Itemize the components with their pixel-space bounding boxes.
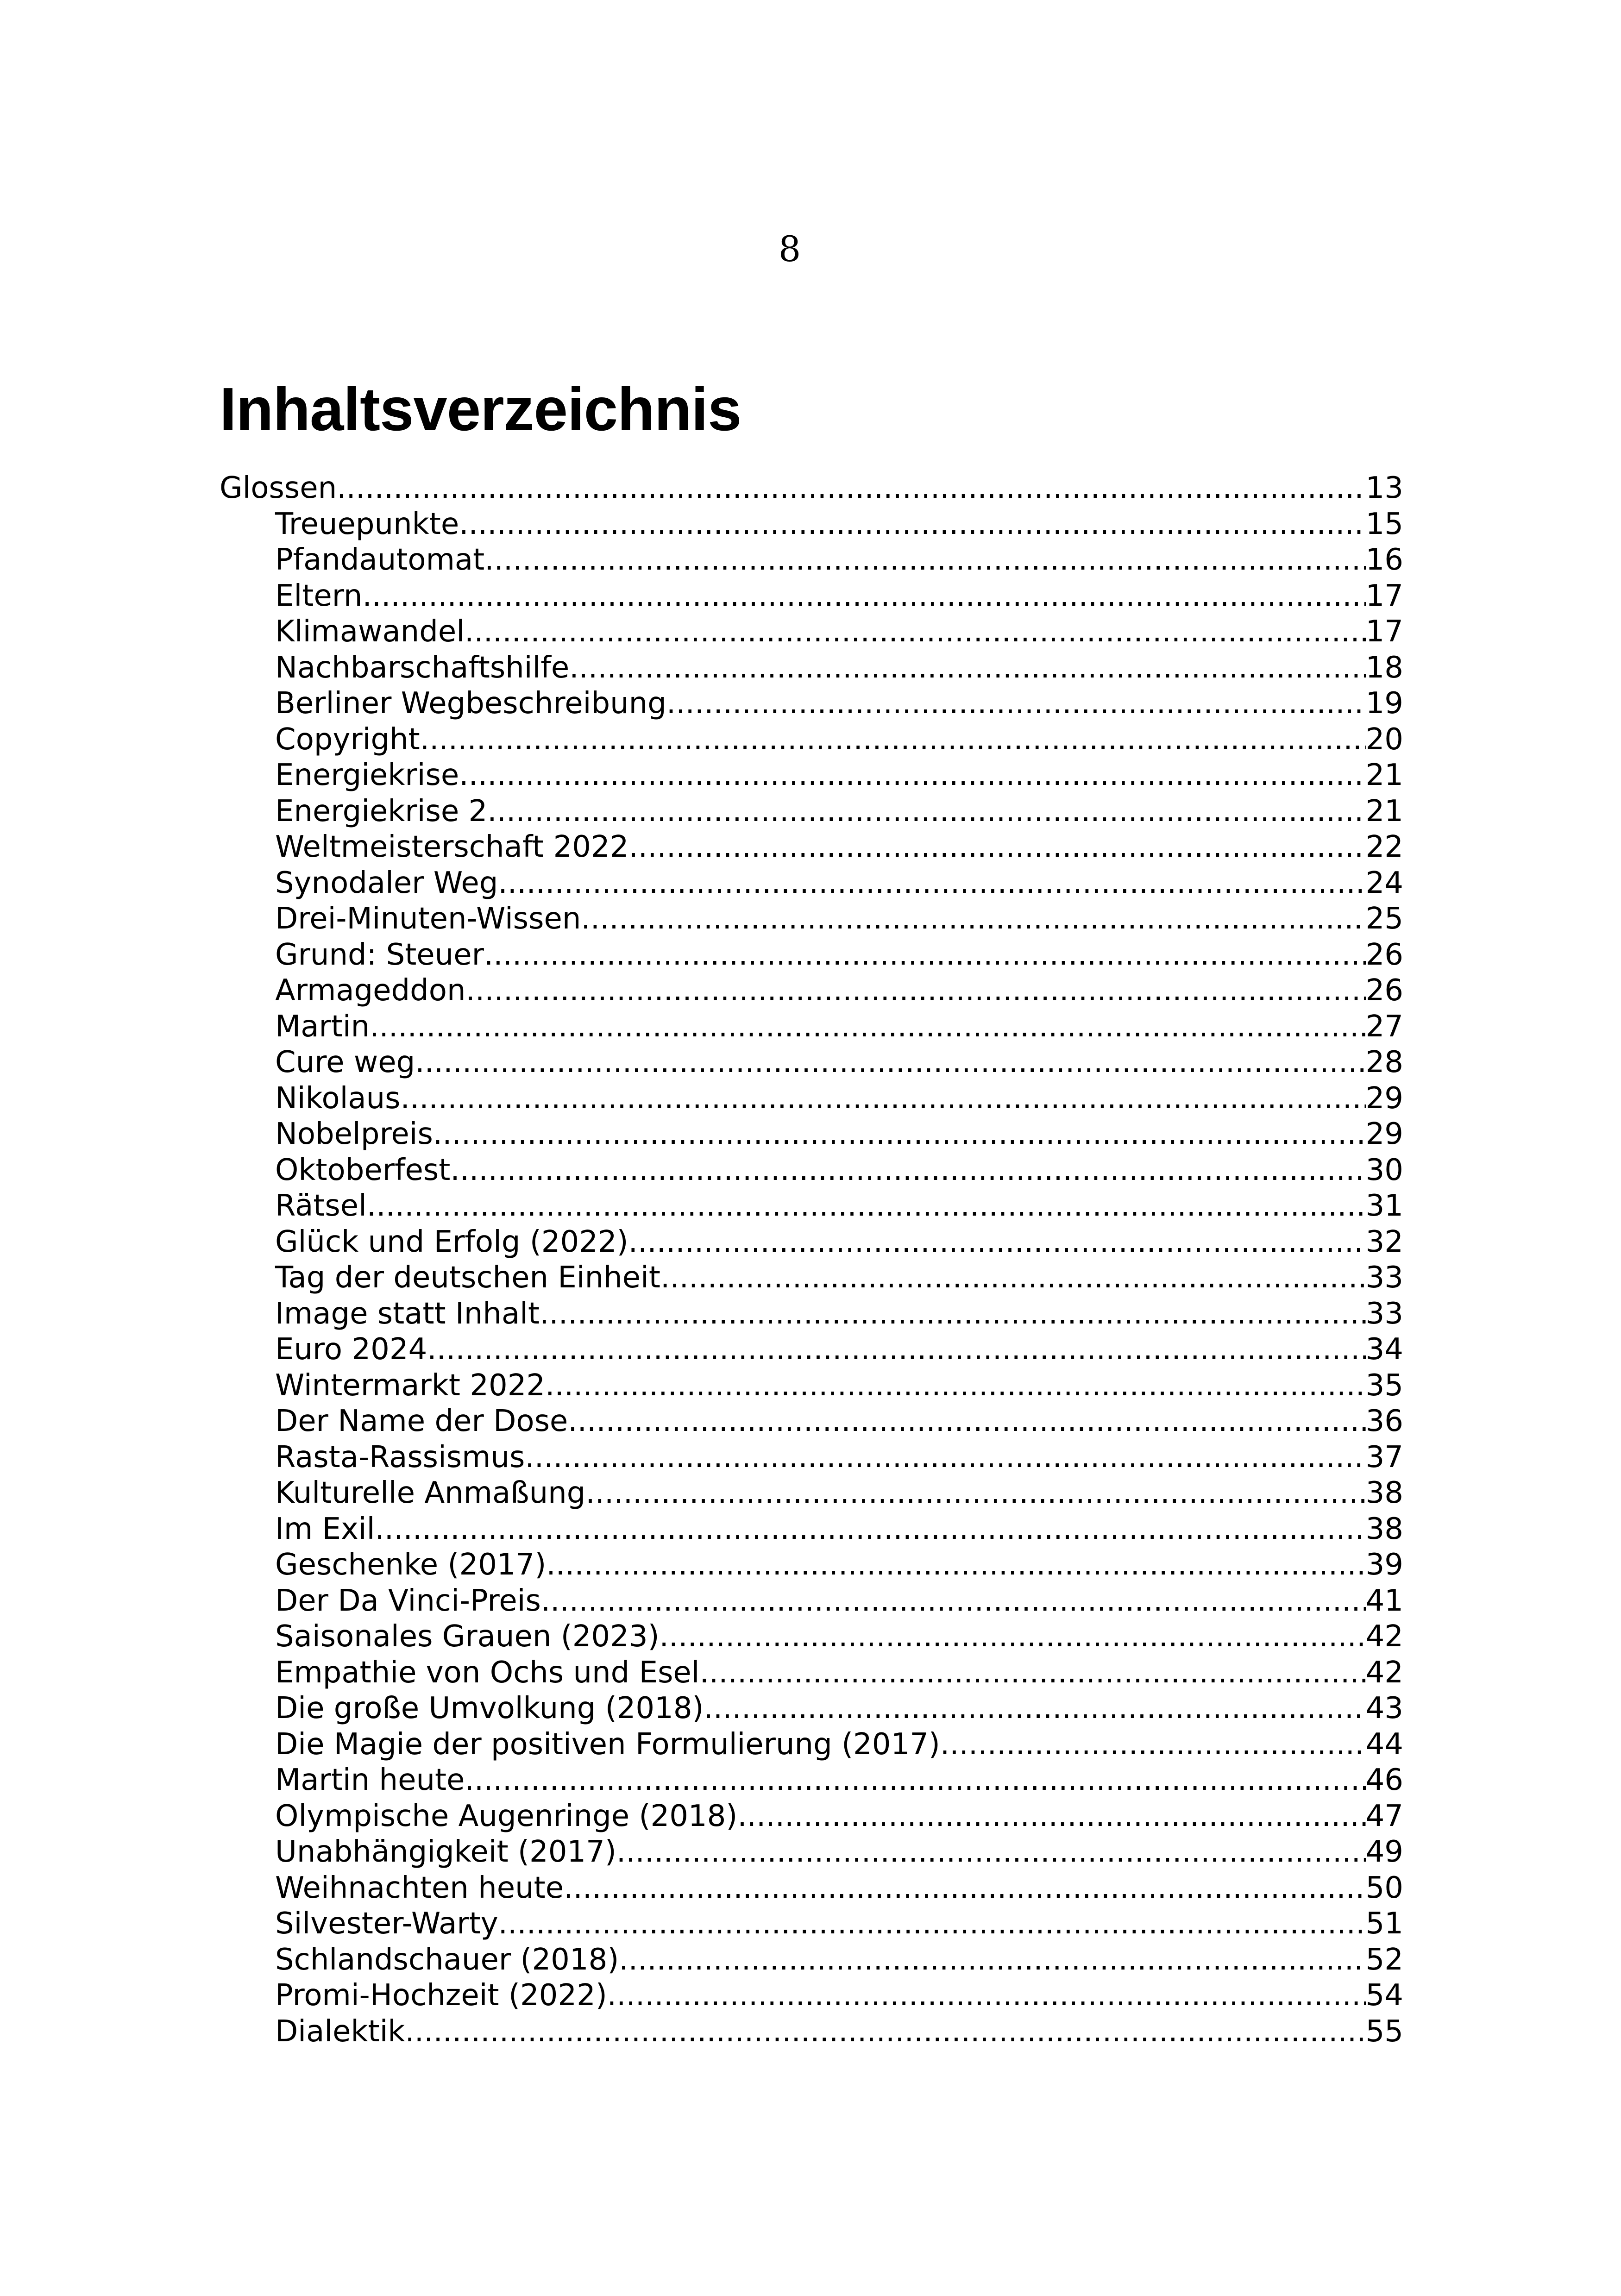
toc-entry-title: Wintermarkt 2022 xyxy=(275,1368,546,1403)
toc-dot-leader xyxy=(484,542,1365,578)
toc-entry-title: Copyright xyxy=(275,722,420,757)
toc-entry[interactable] xyxy=(220,1188,1403,1224)
toc-dot-leader xyxy=(540,1296,1366,1332)
toc-entry[interactable] xyxy=(220,2014,1403,2050)
toc-entry-title: Unabhängigkeit (2017) xyxy=(275,1835,616,1869)
toc-entry-title: Cure weg xyxy=(275,1045,415,1079)
toc-entry[interactable] xyxy=(220,650,1403,686)
toc-dot-leader xyxy=(405,2014,1365,2050)
toc-dot-leader xyxy=(704,1691,1366,1727)
toc-entry-page: 29 xyxy=(1365,1117,1403,1151)
toc-entry-page: 33 xyxy=(1365,1261,1403,1295)
toc-dot-leader xyxy=(415,1045,1365,1081)
toc-entry-title: Glossen xyxy=(220,471,337,505)
toc-dot-leader xyxy=(569,650,1365,686)
toc-dot-leader xyxy=(498,1906,1366,1942)
toc-entry[interactable] xyxy=(220,1368,1403,1404)
toc-entry-page: 26 xyxy=(1365,973,1403,1008)
toc-entry[interactable] xyxy=(220,1547,1403,1583)
toc-dot-leader xyxy=(420,722,1366,758)
toc-entry-page: 27 xyxy=(1365,1009,1403,1044)
toc-dot-leader xyxy=(628,829,1365,866)
toc-dot-leader xyxy=(433,1117,1366,1153)
toc-entry-title: Martin heute xyxy=(275,1763,465,1797)
toc-entry-title: Pfandautomat xyxy=(275,543,485,577)
toc-dot-leader xyxy=(337,470,1365,507)
toc-entry-title: Armageddon xyxy=(275,973,466,1008)
toc-entry[interactable] xyxy=(220,901,1403,937)
toc-dot-leader xyxy=(940,1727,1366,1763)
toc-entry[interactable] xyxy=(220,1260,1403,1296)
toc-dot-leader xyxy=(465,1763,1366,1799)
toc-entry-page: 25 xyxy=(1365,902,1403,936)
toc-entry-page: 13 xyxy=(1365,471,1403,505)
toc-entry-page: 30 xyxy=(1365,1153,1403,1187)
toc-entry[interactable] xyxy=(220,1978,1403,2014)
toc-entry-page: 38 xyxy=(1365,1476,1403,1510)
toc-dot-leader xyxy=(498,866,1365,902)
toc-entry-page: 49 xyxy=(1365,1835,1403,1869)
toc-entry-title: Saisonales Grauen (2023) xyxy=(275,1619,660,1654)
toc-entry-title: Tag der deutschen Einheit xyxy=(275,1261,660,1295)
toc-entry-title: Silvester-Warty xyxy=(275,1907,498,1941)
toc-entry-page: 37 xyxy=(1365,1440,1403,1474)
toc-entry-page: 19 xyxy=(1365,686,1403,721)
toc-entry-title: Nikolaus xyxy=(275,1081,401,1116)
toc-entry[interactable] xyxy=(220,1727,1403,1763)
table-of-contents xyxy=(220,470,1403,2050)
toc-entry-title: Klimawandel xyxy=(275,615,465,649)
toc-entry-page: 24 xyxy=(1365,866,1403,900)
toc-entry-page: 17 xyxy=(1365,578,1403,613)
toc-entry[interactable] xyxy=(220,866,1403,902)
toc-dot-leader xyxy=(370,1009,1365,1045)
toc-entry[interactable] xyxy=(220,614,1403,650)
toc-entry-title: Image statt Inhalt xyxy=(275,1296,540,1331)
toc-entry-page: 36 xyxy=(1365,1404,1403,1438)
toc-entry-page: 22 xyxy=(1365,830,1403,864)
toc-dot-leader xyxy=(459,507,1365,543)
toc-entry[interactable] xyxy=(220,1045,1403,1081)
toc-entry[interactable] xyxy=(220,1619,1403,1655)
toc-dot-leader xyxy=(525,1440,1365,1476)
toc-entry-page: 47 xyxy=(1365,1799,1403,1833)
toc-dot-leader xyxy=(616,1834,1366,1870)
toc-entry[interactable] xyxy=(220,1081,1403,1117)
toc-entry[interactable] xyxy=(220,722,1403,758)
toc-entry-page: 42 xyxy=(1365,1619,1403,1654)
toc-entry[interactable] xyxy=(220,1440,1403,1476)
toc-entry[interactable] xyxy=(220,578,1403,615)
toc-entry[interactable] xyxy=(220,1009,1403,1045)
toc-dot-leader xyxy=(487,794,1365,830)
toc-entry-page: 34 xyxy=(1365,1332,1403,1367)
toc-dot-leader xyxy=(628,1224,1366,1261)
toc-entry-page: 31 xyxy=(1365,1189,1403,1223)
toc-entry[interactable] xyxy=(220,1224,1403,1261)
toc-entry[interactable] xyxy=(220,1799,1403,1835)
toc-entry[interactable] xyxy=(220,1404,1403,1440)
toc-entry-page: 29 xyxy=(1365,1081,1403,1116)
toc-entry[interactable] xyxy=(220,1906,1403,1942)
toc-entry-title: Die Magie der positiven Formulierung (2017) xyxy=(275,1727,940,1762)
toc-entry-page: 18 xyxy=(1365,650,1403,685)
toc-entry[interactable] xyxy=(220,686,1403,722)
toc-dot-leader xyxy=(375,1512,1365,1548)
toc-entry-page: 21 xyxy=(1365,758,1403,792)
toc-entry-page: 46 xyxy=(1365,1763,1403,1797)
toc-dot-leader xyxy=(585,1475,1365,1512)
toc-dot-leader xyxy=(666,686,1366,722)
toc-entry-page: 39 xyxy=(1365,1548,1403,1582)
toc-entry[interactable] xyxy=(220,1834,1403,1870)
toc-entry-page: 21 xyxy=(1365,794,1403,828)
toc-entry-page: 38 xyxy=(1365,1512,1403,1546)
toc-entry-title: Treuepunkte xyxy=(275,507,459,541)
toc-entry[interactable] xyxy=(220,1691,1403,1727)
toc-entry[interactable] xyxy=(220,542,1403,578)
toc-entry[interactable] xyxy=(220,937,1403,973)
toc-entry-title: Rätsel xyxy=(275,1189,367,1223)
toc-entry-title: Olympische Augenringe (2018) xyxy=(275,1799,738,1833)
toc-dot-leader xyxy=(545,1368,1365,1404)
toc-entry-page: 51 xyxy=(1365,1907,1403,1941)
toc-dot-leader xyxy=(541,1583,1366,1619)
toc-dot-leader xyxy=(466,973,1366,1009)
toc-entry[interactable] xyxy=(220,829,1403,866)
toc-entry-title: Nachbarschaftshilfe xyxy=(275,650,570,685)
toc-entry-page: 33 xyxy=(1365,1296,1403,1331)
toc-dot-leader xyxy=(568,1404,1365,1440)
toc-dot-leader xyxy=(660,1260,1366,1296)
page-number: 8 xyxy=(778,228,801,270)
toc-entry-title: Der Name der Dose xyxy=(275,1404,568,1438)
toc-entry-title: Berliner Wegbeschreibung xyxy=(275,686,666,721)
toc-entry-page: 16 xyxy=(1365,543,1403,577)
toc-entry[interactable] xyxy=(220,1117,1403,1153)
toc-entry-page: 43 xyxy=(1365,1691,1403,1725)
toc-entry-page: 54 xyxy=(1365,1978,1403,2013)
toc-dot-leader xyxy=(660,1619,1366,1655)
toc-entry-title: Grund: Steuer xyxy=(275,937,484,972)
toc-entry[interactable] xyxy=(220,1332,1403,1368)
toc-entry-title: Kulturelle Anmaßung xyxy=(275,1476,586,1510)
toc-entry[interactable] xyxy=(220,507,1403,543)
toc-dot-leader xyxy=(362,578,1365,615)
toc-dot-leader xyxy=(619,1942,1365,1978)
toc-dot-leader xyxy=(465,614,1366,650)
toc-entry-title: Weltmeisterschaft 2022 xyxy=(275,830,629,864)
toc-entry-page: 55 xyxy=(1365,2014,1403,2049)
toc-entry-title: Schlandschauer (2018) xyxy=(275,1942,619,1977)
toc-entry[interactable] xyxy=(220,1942,1403,1978)
toc-entry-title: Geschenke (2017) xyxy=(275,1548,547,1582)
toc-entry-title: Weihnachten heute xyxy=(275,1870,564,1905)
toc-entry-page: 41 xyxy=(1365,1583,1403,1618)
page-title: Inhaltsverzeichnis xyxy=(220,375,741,443)
toc-entry[interactable] xyxy=(220,758,1403,794)
toc-entry[interactable] xyxy=(220,973,1403,1009)
toc-dot-leader xyxy=(450,1153,1365,1189)
toc-entry-title: Energiekrise xyxy=(275,758,459,792)
toc-entry-title: Energiekrise 2 xyxy=(275,794,488,828)
toc-dot-leader xyxy=(459,758,1365,794)
toc-entry[interactable] xyxy=(220,1655,1403,1691)
toc-dot-leader xyxy=(367,1188,1366,1224)
toc-entry-page: 28 xyxy=(1365,1045,1403,1079)
toc-entry-title: Euro 2024 xyxy=(275,1332,427,1367)
toc-entry-page: 52 xyxy=(1365,1942,1403,1977)
toc-entry-title: Dialektik xyxy=(275,2014,405,2049)
toc-entry-title: Der Da Vinci-Preis xyxy=(275,1583,541,1618)
toc-entry-page: 20 xyxy=(1365,722,1403,757)
toc-entry-page: 42 xyxy=(1365,1655,1403,1690)
toc-dot-leader xyxy=(607,1978,1366,2014)
toc-dot-leader xyxy=(484,937,1366,973)
toc-dot-leader xyxy=(427,1332,1365,1368)
toc-entry[interactable] xyxy=(220,1763,1403,1799)
toc-entry-page: 44 xyxy=(1365,1727,1403,1762)
toc-entry[interactable] xyxy=(220,1153,1403,1189)
toc-entry[interactable] xyxy=(220,1583,1403,1619)
toc-dot-leader xyxy=(401,1081,1366,1117)
toc-dot-leader xyxy=(737,1799,1365,1835)
toc-entry-page: 15 xyxy=(1365,507,1403,541)
toc-entry-title: Synodaler Weg xyxy=(275,866,498,900)
toc-entry-title: Empathie von Ochs und Esel xyxy=(275,1655,700,1690)
toc-entry-title: Nobelpreis xyxy=(275,1117,433,1151)
toc-entry-page: 35 xyxy=(1365,1368,1403,1403)
toc-entry[interactable] xyxy=(220,1512,1403,1548)
toc-entry[interactable] xyxy=(220,794,1403,830)
toc-entry[interactable] xyxy=(220,470,1403,507)
toc-entry[interactable] xyxy=(220,1870,1403,1907)
toc-dot-leader xyxy=(546,1547,1365,1583)
toc-dot-leader xyxy=(581,901,1365,937)
toc-entry[interactable] xyxy=(220,1296,1403,1332)
toc-entry-title: Promi-Hochzeit (2022) xyxy=(275,1978,607,2013)
toc-entry-page: 17 xyxy=(1365,615,1403,649)
toc-entry-page: 50 xyxy=(1365,1870,1403,1905)
toc-entry-title: Drei-Minuten-Wissen xyxy=(275,902,581,936)
toc-entry-title: Die große Umvolkung (2018) xyxy=(275,1691,704,1725)
toc-entry-title: Glück und Erfolg (2022) xyxy=(275,1224,628,1259)
toc-entry-title: Martin xyxy=(275,1009,370,1044)
toc-entry-title: Eltern xyxy=(275,578,363,613)
toc-entry-page: 32 xyxy=(1365,1224,1403,1259)
toc-entry-page: 26 xyxy=(1365,937,1403,972)
toc-dot-leader xyxy=(700,1655,1366,1691)
toc-entry-title: Rasta-Rassismus xyxy=(275,1440,525,1474)
toc-entry-title: Im Exil xyxy=(275,1512,375,1546)
toc-entry[interactable] xyxy=(220,1475,1403,1512)
toc-dot-leader xyxy=(564,1870,1365,1907)
toc-entry-title: Oktoberfest xyxy=(275,1153,451,1187)
